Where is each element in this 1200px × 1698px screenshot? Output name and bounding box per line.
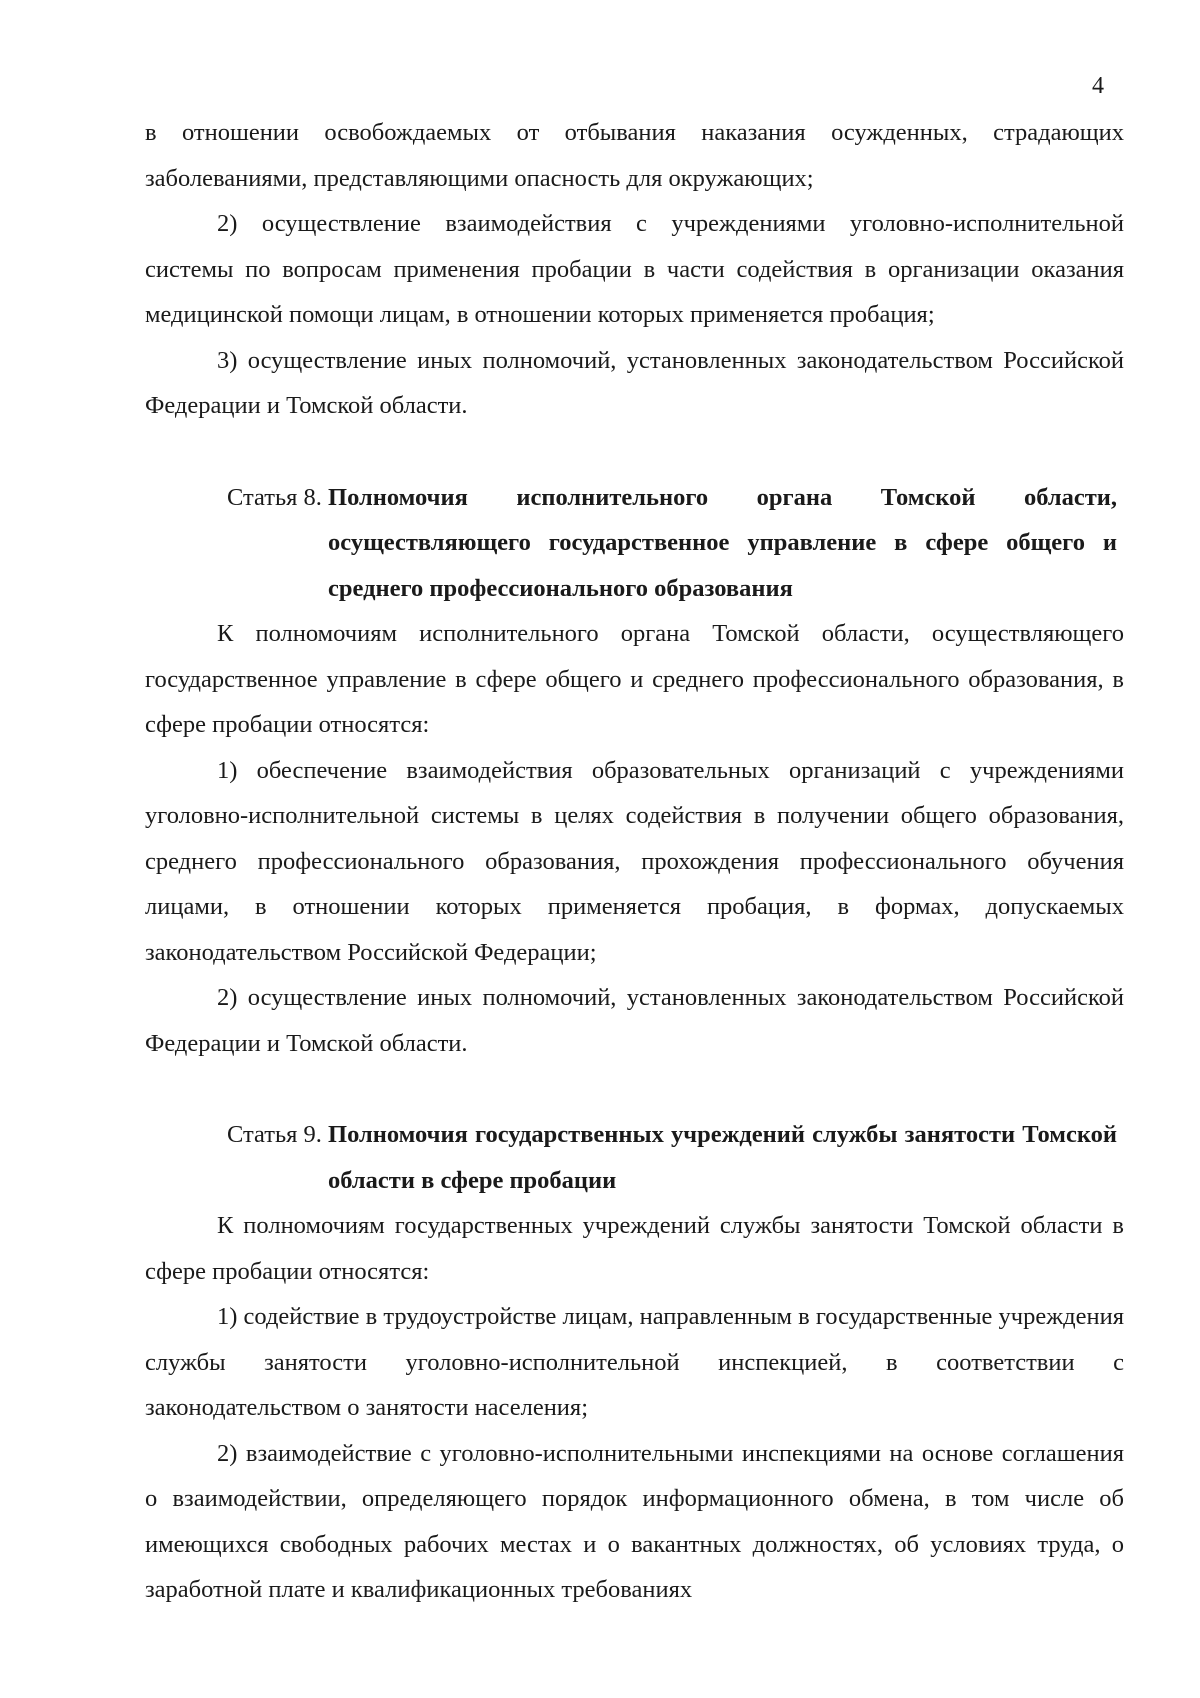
article-9-intro: К полномочиям государственных учреждений службы занятости Томской области в сфере пробации относятся: bbox=[145, 1212, 1124, 1285]
article-8-label: Статья 8. bbox=[227, 483, 329, 511]
section-gap bbox=[145, 1066, 1124, 1112]
list-item: 1) содействие в трудоустройстве лицам, направленным в государственные учреждения службы занятости уголовно-исполнительной инспекцией, в соответствии с законодательством о занятости населения; bbox=[145, 1303, 1125, 1421]
article-9-title: Полномочия государственных учреждений службы занятости Томской области в сфере пробации bbox=[328, 1121, 1117, 1194]
list-item: 1) обеспечение взаимодействия образовательных организаций с учреждениями уголовно-исполнительной системы в целях содействия в получении общего образования, среднего профессионального образования, прохождения профессионального обучения лицами, в отношении которых применяется пробация, в формах, допускаемых законодательством Российской Федерации; bbox=[145, 756, 1124, 966]
list-item: 2) взаимодействие с уголовно-исполнительными инспекциями на основе соглашения о взаимодействии, определяющего порядок информационного обмена, в том числе об имеющихся свободных рабочих местах и о вакантных должностях, об условиях труда, о заработной плате и квалификационных требованиях bbox=[145, 1439, 1124, 1603]
article-8-title: Полномочия исполнительного органа Томской области, осуществляющего государственное управление в сфере общего и среднего профессионального образования bbox=[328, 483, 1117, 602]
paragraph-continuation: в отношении освобождаемых от отбывания наказания осужденных, страдающих заболеваниями, представляющими опасность для окружающих; bbox=[145, 119, 1124, 192]
list-item: 2) осуществление иных полномочий, установленных законодательством Российской Федерации и Томской области. bbox=[145, 984, 1124, 1057]
section-gap bbox=[145, 429, 1124, 475]
article-8-intro: К полномочиям исполнительного органа Томской области, осуществляющего государственное управление в сфере общего и среднего профессионального образования, в сфере пробации относятся: bbox=[145, 620, 1124, 738]
page-number: 4 bbox=[1092, 73, 1104, 99]
document-body bbox=[145, 110, 1124, 1613]
article-9-label: Статья 9. bbox=[227, 1121, 329, 1148]
list-item: 3) осуществление иных полномочий, установленных законодательством Российской Федерации и Томской области. bbox=[145, 346, 1124, 419]
article-8-heading bbox=[145, 475, 1117, 612]
list-item: 2) осуществление взаимодействия с учреждениями уголовно-исполнительной системы по вопросам применения пробации в части содействия в организации оказания медицинской помощи лицам, в отношении которых применяется пробация; bbox=[145, 210, 1124, 328]
article-9-heading bbox=[145, 1112, 1117, 1203]
